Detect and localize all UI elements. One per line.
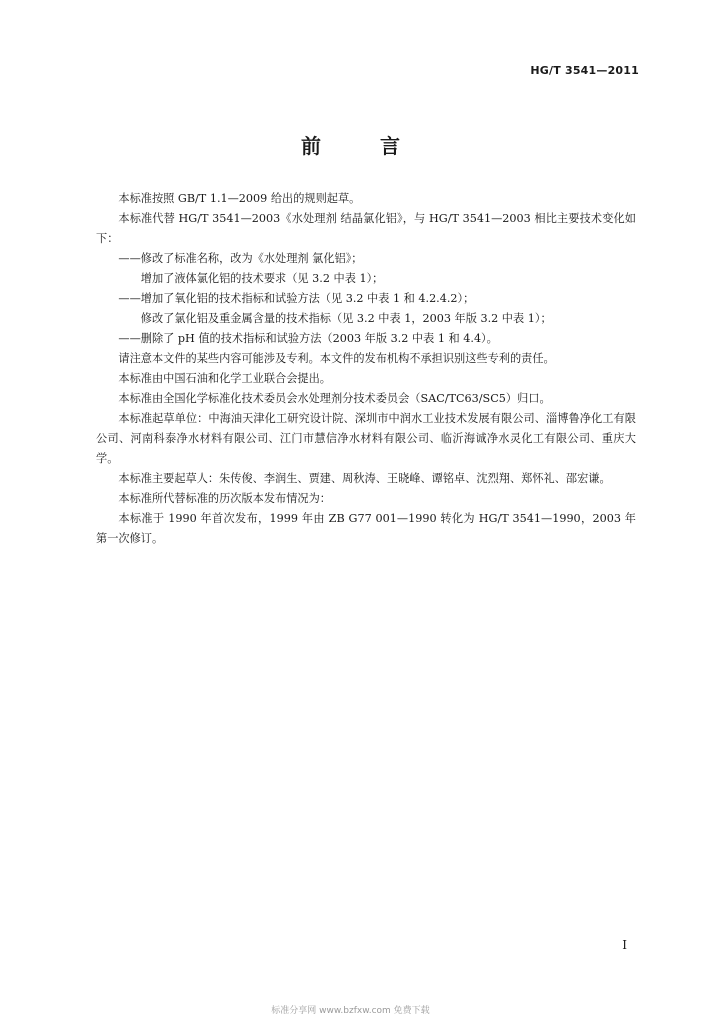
footer-watermark: 标准分享网 www.bzfxw.com 免费下载 (271, 1006, 430, 1016)
paragraph-committee: 本标准由全国化学标准化技术委员会水处理剂分技术委员会（SAC/TC63/SC5）归口。 (118, 392, 551, 405)
paragraph-drafting-rules: 本标准按照 GB/T 1.1—2009 给出的规则起草。 (118, 192, 361, 205)
change-item-liquid: 增加了液体氯化铝的技术要求（见 3.2 中表 1）； (140, 272, 384, 285)
paragraph-replacement-intro: 本标准代替 HG/T 3541—2003《水处理剂 结晶氯化铝》，与 HG/T 3541—2003 相比主要技术变化如下： (96, 212, 636, 245)
foreword-body (96, 189, 636, 549)
standard-number: HG/T 3541—2011 (530, 64, 639, 77)
change-item-ph-removed: ——删除了 pH 值的技术指标和试验方法（2003 年版 3.2 中表 1 和 4.4）。 (118, 332, 498, 345)
paragraph-patent-notice: 请注意本文件的某些内容可能涉及专利。本文件的发布机构不承担识别这些专利的责任。 (118, 352, 555, 365)
page-number: I (622, 938, 627, 952)
change-item-alumina: ——增加了氧化铝的技术指标和试验方法（见 3.2 中表 1 和 4.2.4.2）； (118, 292, 475, 305)
paragraph-history: 本标准于 1990 年首次发布，1999 年由 ZB G77 001—1990 转化为 HG/T 3541—1990，2003 年第一次修订。 (96, 512, 636, 545)
paragraph-drafters: 本标准主要起草人：朱传俊、李润生、贾建、周秋涛、王晓峰、谭铭卓、沈烈翔、郑怀礼、邵宏谦。 (118, 472, 611, 485)
paragraph-proposer: 本标准由中国石油和化学工业联合会提出。 (118, 372, 331, 385)
paragraph-drafting-units: 本标准起草单位：中海油天津化工研究设计院、深圳市中润水工业技术发展有限公司、淄博鲁净化工有限公司、河南科泰净水材料有限公司、江门市慧信净水材料有限公司、临沂海诚净水灵化工有限公司、重庆大学。 (96, 412, 636, 465)
change-item-rename: ——修改了标准名称，改为《水处理剂 氯化铝》； (118, 252, 363, 265)
change-item-heavy-metal: 修改了氯化铝及重金属含量的技术指标（见 3.2 中表 1，2003 年版 3.2 中表 1）； (140, 312, 552, 325)
paragraph-history-intro: 本标准所代替标准的历次版本发布情况为： (118, 492, 331, 505)
page-title: 前 言 (301, 134, 426, 158)
